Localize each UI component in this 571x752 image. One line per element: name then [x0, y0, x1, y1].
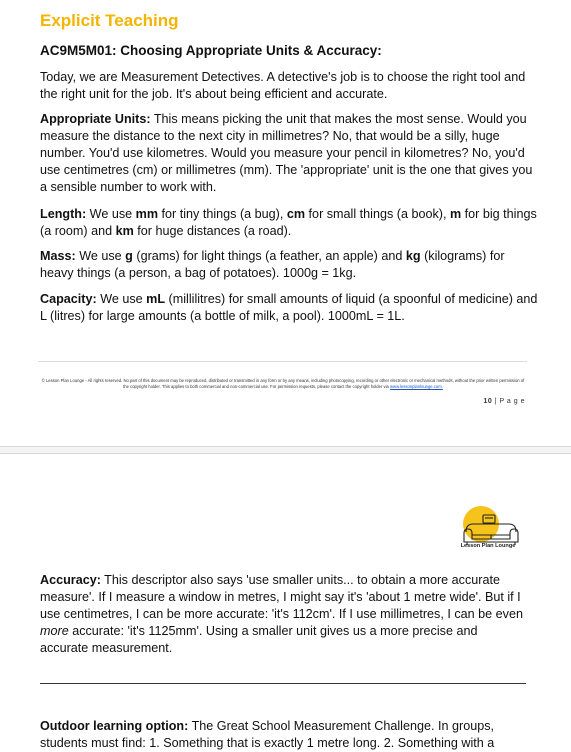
- appropriate-units-paragraph: [40, 111, 540, 196]
- appropriate-units-text: This means picking the unit that makes the most sense. Would you measure the distance to the next city in millimetres? No, that would be a silly, huge number. You'd use kilometres. Would you measure your pencil in kilometres? No, you'd use centimetres (cm) or millimetres (mm). The 'appropriate' unit is the one that gives you a sensible number to work with.: [40, 112, 533, 194]
- unit-g: g: [125, 249, 133, 263]
- outdoor-learning-label: Outdoor learning option:: [40, 719, 189, 733]
- outdoor-learning-text: The Great School Measurement Challenge. In groups, students must find: 1. Something that is exactly 1 metre long. 2. Something with a: [40, 719, 495, 750]
- logo-wordmark: Lesson Plan Lounge: [460, 543, 516, 549]
- mass-text: (grams) for light things (a feather, an apple) and: [132, 249, 406, 263]
- copyright-footer: [40, 378, 526, 390]
- mass-paragraph: [40, 248, 540, 282]
- emphasis-more: more: [40, 624, 69, 638]
- accuracy-label: Accuracy:: [40, 573, 101, 587]
- capacity-text: (millilitres) for small amounts of liquid (a spoonful of medicine) and L (litres) for large amounts (a bottle of milk, a pool). 1000mL = 1L.: [40, 292, 538, 323]
- section-divider: [40, 683, 526, 684]
- length-text: for big things (a room) and: [40, 207, 537, 238]
- unit-ml: mL: [146, 292, 166, 306]
- accuracy-text: accurate: 'it's 1125mm'. Using a smaller unit gives us a more precise and accurate measurement.: [40, 624, 478, 655]
- unit-cm: cm: [286, 207, 306, 221]
- accuracy-text: This descriptor also says 'use smaller units... to obtain a more accurate measure'. If I measure a window in metres, I might say it's 'about 1 metre wide'. But if I use centimetres, I can be more accurate: 'it's 112cm'. If I use millimetres, I can be even: [40, 573, 523, 621]
- length-text: We use: [86, 207, 136, 221]
- length-paragraph: [40, 206, 540, 240]
- capacity-label: Capacity:: [40, 292, 97, 306]
- length-text: for small things (a book),: [305, 207, 450, 221]
- page-label: | P a g e: [492, 398, 525, 405]
- intro-paragraph: Today, we are Measurement Detectives. A detective's job is to choose the right tool and the right unit for the job. It's about being efficient and accurate.: [40, 70, 526, 101]
- unit-kg: kg: [405, 249, 421, 263]
- length-label: Length:: [40, 207, 87, 221]
- website-link[interactable]: www.lessonplanlounge.com.: [390, 384, 443, 389]
- accuracy-paragraph: [40, 572, 526, 657]
- mass-text: We use: [75, 249, 126, 263]
- length-text: for tiny things (a bug),: [158, 207, 287, 221]
- capacity-text: We use: [96, 292, 147, 306]
- mass-text: (kilograms) for heavy things (a person, a bag of potatoes). 1000g = 1kg.: [40, 249, 505, 280]
- appropriate-units-label: Appropriate Units:: [40, 112, 151, 126]
- footer-divider: [38, 361, 527, 362]
- unit-km: km: [115, 224, 134, 238]
- page-number: [483, 398, 525, 405]
- unit-m: m: [449, 207, 462, 221]
- copyright-text: © Lesson Plan Lounge - All rights reserved. No part of this document may be reproduced, distributed or transmitted in any form or by any means, including photocopying, recording or other electronic or mechanical methods, without the prior written permission of the copyright holder. This applies to both commercial and non-commercial use. For permission requests, please contact the copyright holder via: [41, 378, 525, 389]
- outdoor-learning-paragraph: [40, 718, 526, 752]
- capacity-paragraph: [40, 291, 540, 325]
- section-title: Explicit Teaching: [40, 11, 179, 30]
- length-text: for huge distances (a road).: [133, 224, 292, 238]
- mass-label: Mass:: [40, 249, 76, 263]
- document-page-11: [0, 454, 571, 748]
- page-number-value: 10: [483, 398, 493, 405]
- unit-mm: mm: [135, 207, 159, 221]
- curriculum-heading: AC9M5M01: Choosing Appropriate Units & Accuracy:: [40, 43, 382, 58]
- page-separator: [0, 446, 571, 454]
